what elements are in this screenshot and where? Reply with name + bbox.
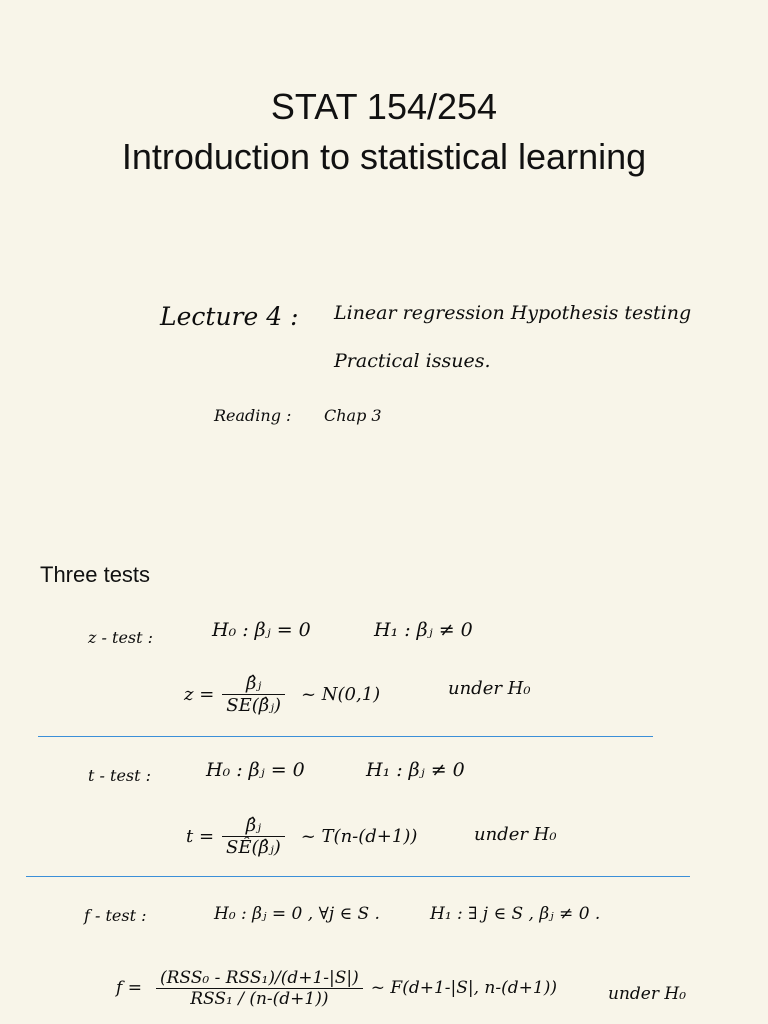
z-numerator: β̂ⱼ bbox=[222, 673, 285, 695]
reading-label: Reading : bbox=[214, 406, 292, 425]
t-under: under H₀ bbox=[474, 824, 557, 845]
lecture-topic-line1: Linear regression Hypothesis testing bbox=[334, 302, 692, 324]
f-statistic bbox=[116, 958, 557, 1018]
lecture-label: Lecture 4 : bbox=[160, 302, 299, 331]
f-distribution: ~ F(d+1-|S|, n-(d+1)) bbox=[370, 978, 557, 998]
f-lhs: f = bbox=[116, 978, 142, 998]
t-lhs: t = bbox=[186, 825, 215, 847]
t-numerator: β̂ⱼ bbox=[222, 815, 285, 837]
z-denominator: SE(β̂ⱼ) bbox=[226, 694, 281, 716]
t-fraction bbox=[222, 815, 285, 858]
f-fraction bbox=[156, 968, 363, 1009]
z-lhs: z = bbox=[184, 683, 215, 705]
f-under: under H₀ bbox=[608, 984, 687, 1004]
z-test-h1: H₁ : βⱼ ≠ 0 bbox=[374, 619, 473, 641]
course-title: Introduction to statistical learning bbox=[121, 136, 647, 177]
z-statistic bbox=[184, 664, 380, 724]
f-test-h0: H₀ : βⱼ = 0 , ∀j ∈ S . bbox=[214, 904, 380, 924]
t-statistic bbox=[186, 806, 417, 866]
f-test-h1: H₁ : ∃ j ∈ S , βⱼ ≠ 0 . bbox=[430, 904, 601, 924]
reading-value: Chap 3 bbox=[324, 406, 382, 425]
z-test-label: z - test : bbox=[88, 628, 154, 647]
t-distribution: ~ T(n-(d+1)) bbox=[300, 825, 418, 847]
divider-2 bbox=[26, 876, 690, 877]
z-distribution: ~ N(0,1) bbox=[300, 683, 381, 705]
z-under: under H₀ bbox=[448, 678, 531, 699]
f-numerator: (RSS₀ - RSS₁)/(d+1-|S|) bbox=[156, 968, 363, 989]
section-heading: Three tests bbox=[40, 562, 151, 587]
divider-1 bbox=[38, 736, 653, 737]
z-fraction bbox=[222, 673, 285, 716]
t-test-label: t - test : bbox=[88, 766, 152, 785]
z-test-h0: H₀ : βⱼ = 0 bbox=[212, 619, 311, 641]
f-denominator: RSS₁ / (n-(d+1)) bbox=[190, 988, 329, 1009]
course-code: STAT 154/254 bbox=[270, 86, 498, 127]
t-test-h0: H₀ : βⱼ = 0 bbox=[206, 759, 305, 781]
f-test-label: f - test : bbox=[84, 906, 147, 925]
t-denominator: SÊ(β̂ⱼ) bbox=[226, 836, 281, 858]
t-test-h1: H₁ : βⱼ ≠ 0 bbox=[366, 759, 465, 781]
lecture-topic-line2: Practical issues. bbox=[334, 350, 491, 372]
